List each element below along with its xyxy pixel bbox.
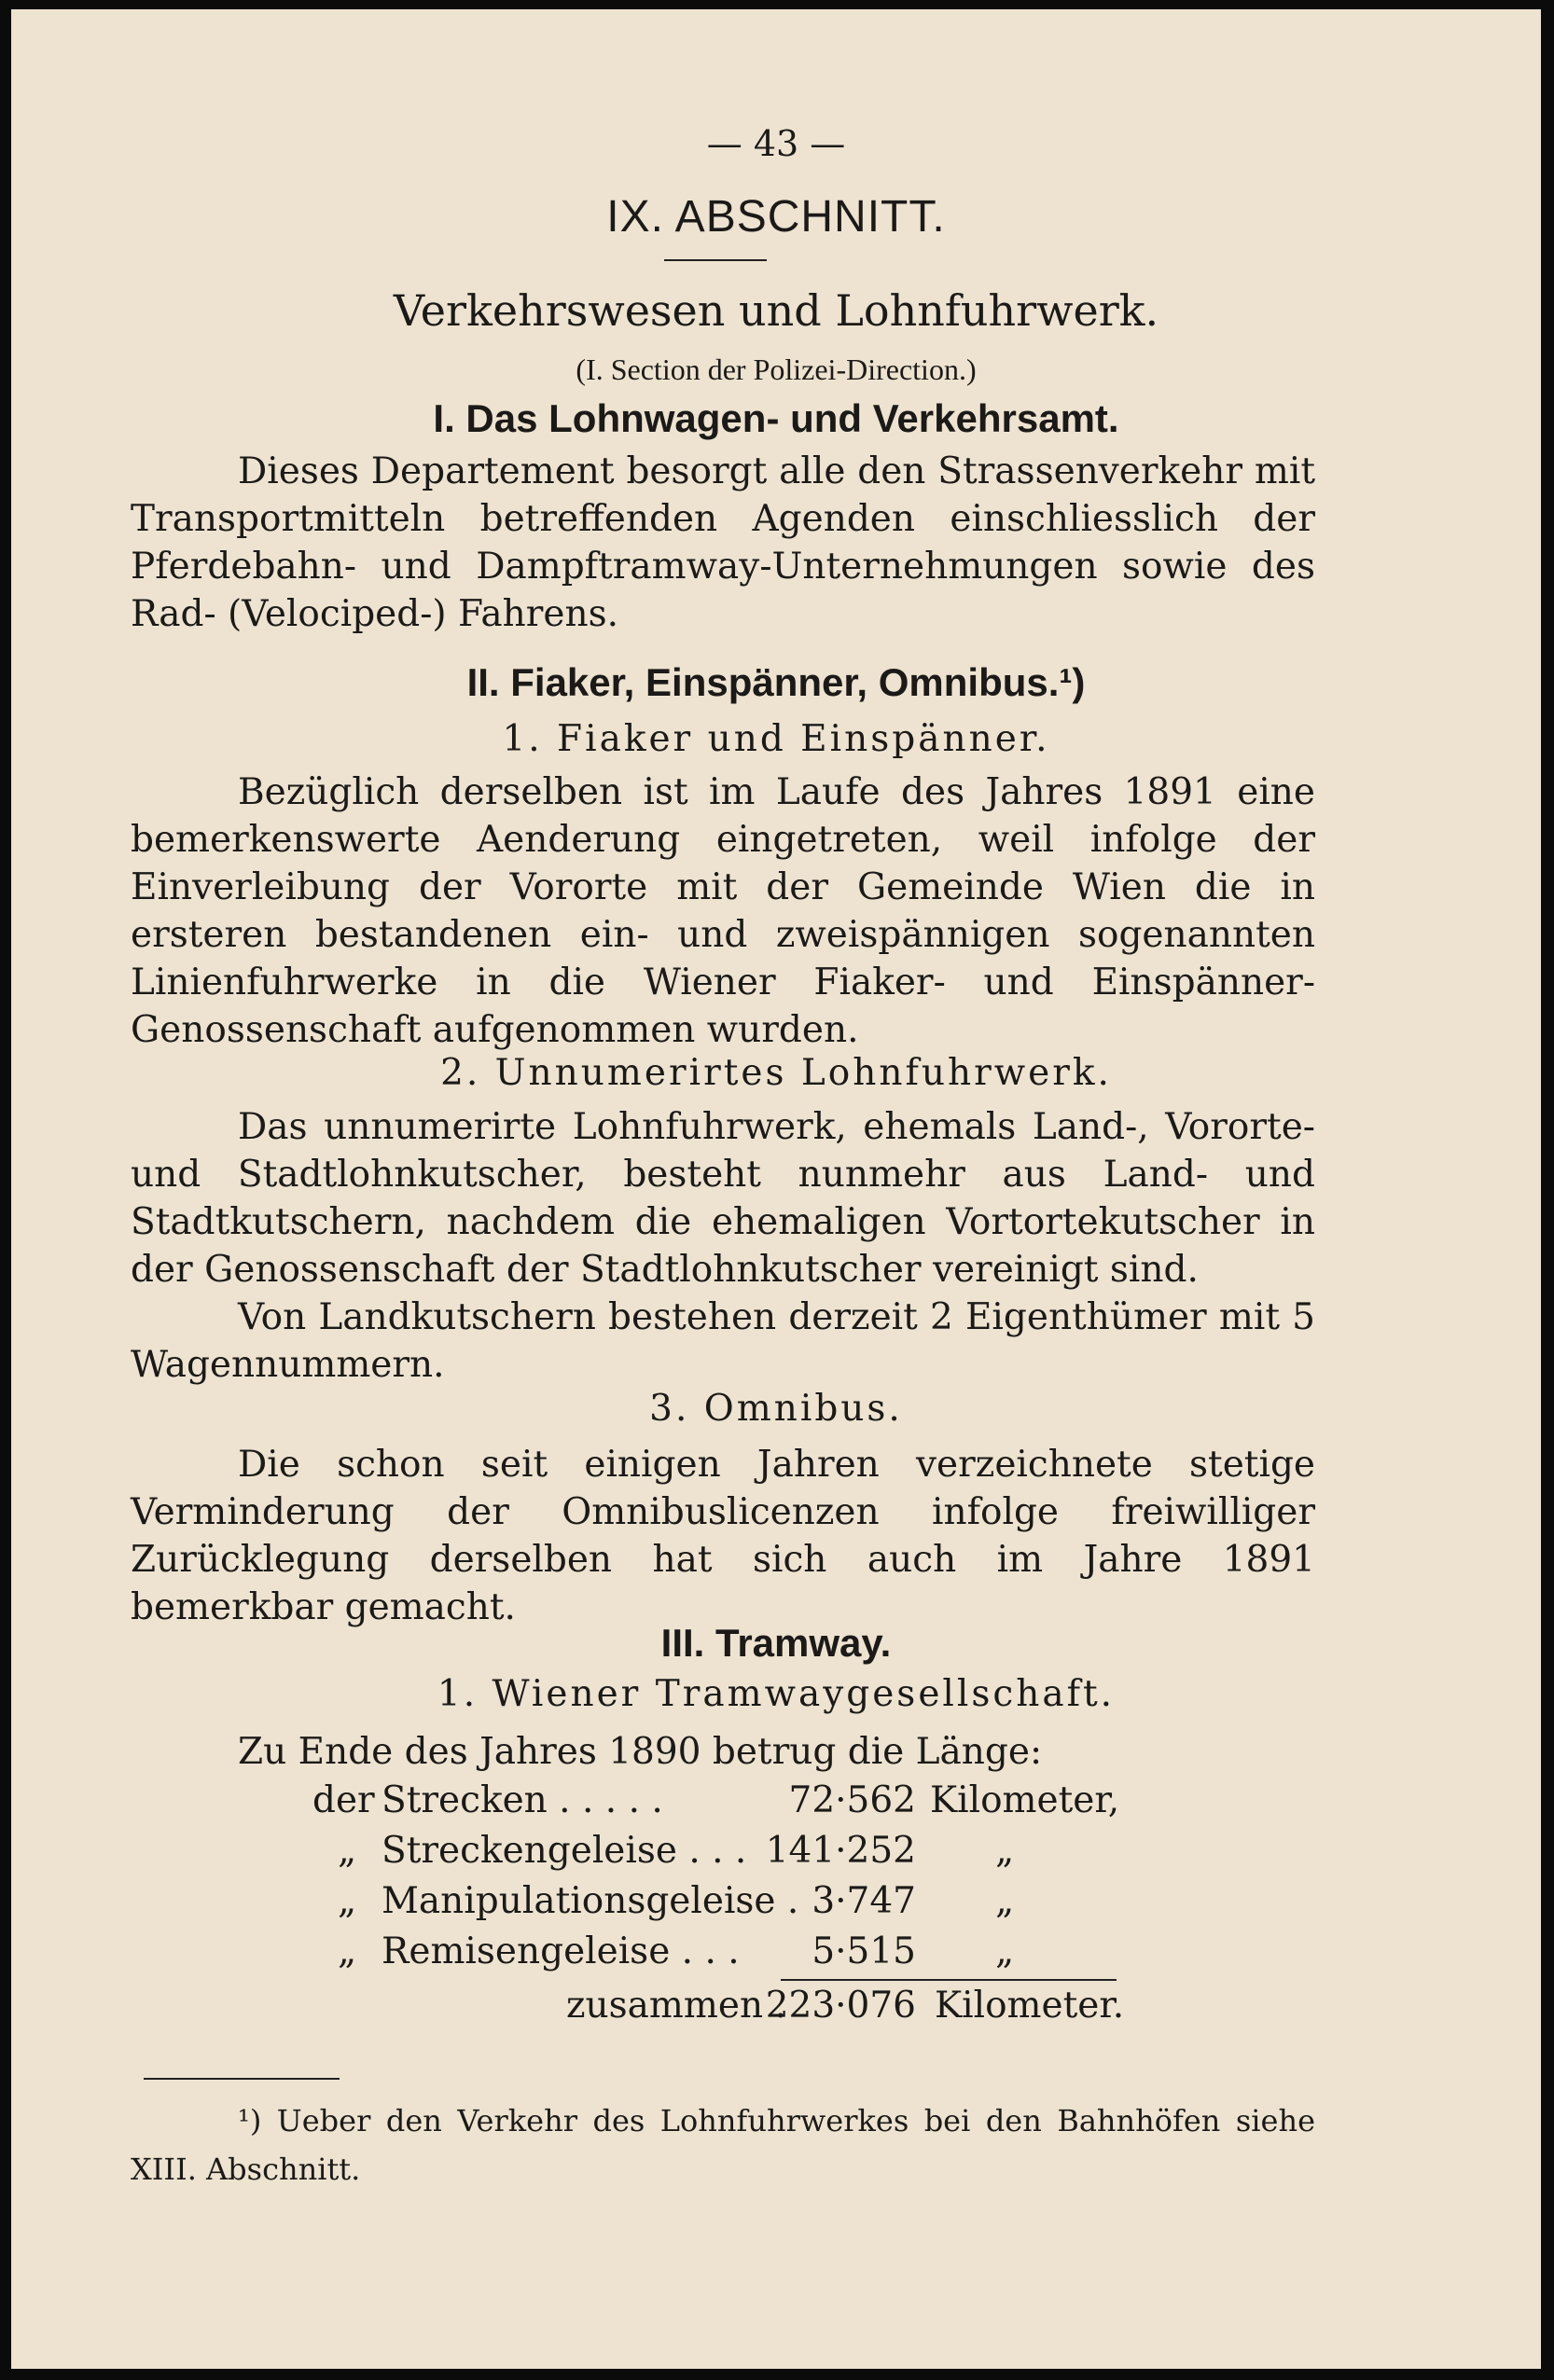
subheading-omnibus: 3. Omnibus.	[649, 1388, 903, 1430]
table-row-label: Strecken . . . . .	[382, 1779, 663, 1821]
table-row-value: 5·515	[812, 1930, 916, 1972]
section-title: IX. ABSCHNITT.	[606, 192, 946, 242]
table-row-prefix: „	[338, 1830, 357, 1872]
page-number: — 43 —	[706, 123, 846, 164]
table-total-value: 223·076	[765, 1985, 916, 2027]
table-row-label: Streckengeleise . . .	[382, 1830, 747, 1872]
table-row-label: Remisengeleise . . .	[382, 1930, 740, 1972]
heading-fiaker: II. Fiaker, Einspänner, Omnibus.¹)	[466, 660, 1086, 704]
table-total-unit: Kilometer.	[935, 1985, 1125, 2027]
table-row-unit: „	[995, 1880, 1015, 1922]
footnote: ¹) Ueber den Verkehr des Lohnfuhrwerkes bei den Bahnhöfen siehe XIII. Abschnitt.	[131, 2103, 1315, 2187]
table-row-label: Manipulationsgeleise .	[382, 1880, 799, 1922]
chapter-subtitle: (I. Section der Polizei-Direction.)	[576, 353, 977, 386]
subheading-fiaker-einspaenner: 1. Fiaker und Einspänner.	[502, 718, 1050, 760]
title-divider	[664, 259, 767, 261]
sum-rule	[781, 1979, 1117, 1981]
table-row-unit: „	[995, 1830, 1015, 1872]
footnote-divider	[144, 2078, 340, 2080]
heading-tramway: III. Tramway.	[660, 1621, 892, 1665]
table-row-prefix: „	[338, 1930, 357, 1972]
table-intro: Zu Ende des Jahres 1890 betrug die Länge:	[238, 1731, 1043, 1773]
table-row-prefix: „	[338, 1880, 357, 1922]
table-row-unit: „	[995, 1930, 1015, 1972]
subheading-unnumerirtes: 2. Unnumerirtes Lohnfuhrwerk.	[440, 1052, 1112, 1094]
subheading-wiener-tramway: 1. Wiener Tramwaygesellschaft.	[437, 1673, 1116, 1715]
paragraph-landkutscher: Von Landkutschern bestehen derzeit 2 Eigenthümer mit 5 Wagennummern.	[131, 1296, 1315, 1386]
table-row-value: 141·252	[765, 1830, 916, 1872]
table-row-value: 72·562	[788, 1779, 916, 1821]
paragraph-unnumerirtes: Das unnumerirte Lohnfuhrwerk, ehemals Land-, Vororte- und Stadtlohnkutscher, besteht nunmehr aus Land- und Stadtkutschern, nachdem die ehemaligen Vortortekutscher in der Genossenschaft der Stadtlohnkutscher vereinigt sind.	[131, 1106, 1315, 1291]
paragraph-fiaker: Bezüglich derselben ist im Laufe des Jahres 1891 eine bemerkenswerte Aenderung eingetreten, weil infolge der Einverleibung der Vororte mit der Gemeinde Wien die in ersteren bestandenen ein- und zweispännigen sogenannten Linienfuhrwerke in die Wiener Fiaker- und Einspänner-Genossenschaft aufgenommen wurden.	[131, 771, 1315, 1051]
paragraph-omnibus: Die schon seit einigen Jahren verzeichnete stetige Verminderung der Omnibuslicenzen infolge freiwilliger Zurücklegung derselben hat sich auch im Jahre 1891 bemerkbar gemacht.	[131, 1444, 1315, 1628]
chapter-title: Verkehrswesen und Lohnfuhrwerk.	[393, 285, 1159, 336]
table-total-label: zusammen .	[566, 1985, 786, 2027]
book-page	[11, 9, 1541, 2369]
table-row-value: 3·747	[812, 1880, 916, 1922]
table-row-unit: Kilometer,	[930, 1779, 1120, 1821]
heading-lohnwagenamt: I. Das Lohnwagen- und Verkehrsamt.	[433, 396, 1119, 440]
paragraph-departement: Dieses Departement besorgt alle den Strassenverkehr mit Transportmitteln betreffenden Agenden einschliesslich der Pferdebahn- und Dampftramway-Unternehmungen sowie des Rad- (Velociped-) Fahrens.	[131, 450, 1315, 635]
table-row-prefix: der	[312, 1779, 375, 1821]
